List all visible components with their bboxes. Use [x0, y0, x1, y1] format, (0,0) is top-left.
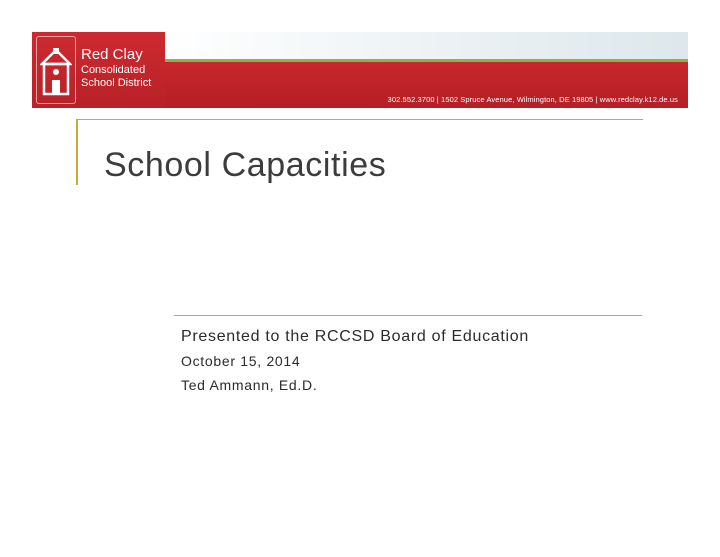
schoolhouse-icon: [40, 48, 72, 100]
presented-to: Presented to the RCCSD Board of Education: [181, 328, 529, 345]
title-rule-vertical: [76, 119, 78, 185]
slide-title: School Capacities: [104, 146, 387, 184]
logo-line-2: Consolidated: [81, 64, 146, 76]
district-logo: [32, 32, 165, 108]
title-rule-horizontal: [77, 119, 643, 120]
presentation-date: October 15, 2014: [181, 353, 301, 369]
presenter-name: Ted Ammann, Ed.D.: [181, 377, 318, 393]
logo-text: [81, 46, 151, 90]
logo-line-3: School District: [81, 77, 152, 89]
subtitle-rule: [174, 315, 642, 316]
logo-line-1: Red Clay: [81, 46, 143, 63]
contact-info: 302.552.3700 | 1502 Spruce Avenue, Wilmington, DE 19805 | www.redclay.k12.de.us: [387, 95, 678, 104]
header-sky-band: [165, 32, 688, 60]
